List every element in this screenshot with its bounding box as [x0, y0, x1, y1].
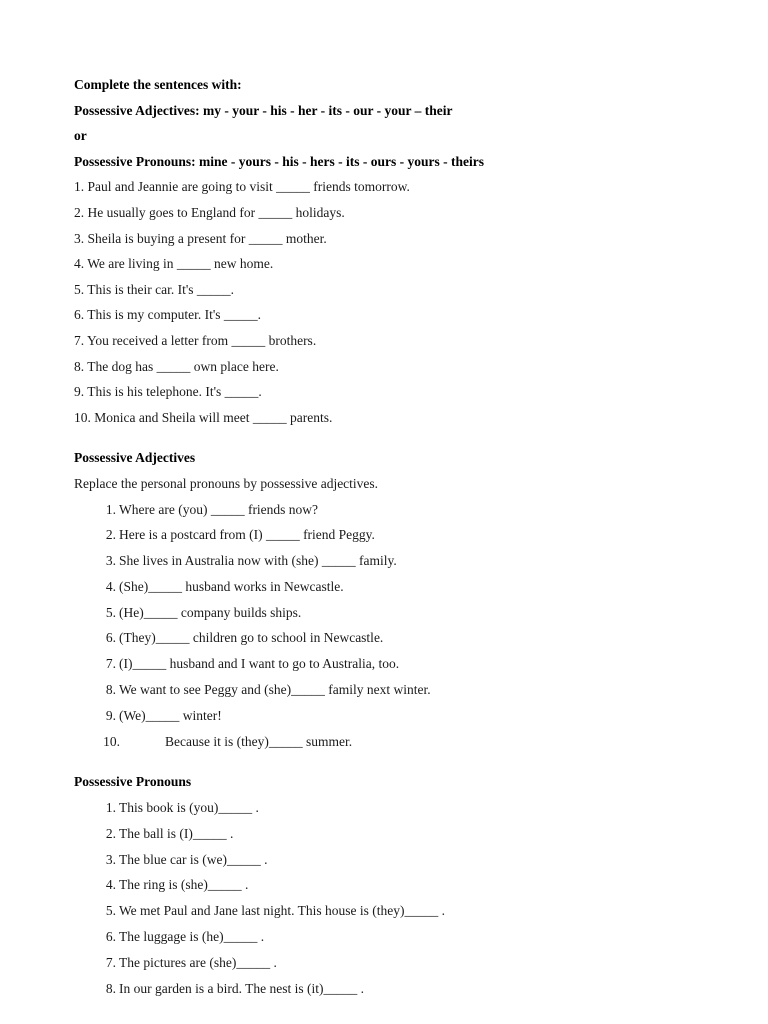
- list-item: 3. Sheila is buying a present for _____ mother.: [74, 230, 327, 246]
- item-text: This book is (you)_____ .: [119, 800, 259, 816]
- item-number: 5.: [105, 604, 116, 620]
- item-number: 4.: [105, 877, 116, 893]
- exercise-1-list: [74, 174, 734, 430]
- item-number: 1.: [105, 800, 116, 816]
- list-item: [74, 847, 734, 873]
- list-item: 1. Paul and Jeannie are going to visit _____ friends tomorrow.: [74, 179, 410, 195]
- section-instruction: Replace the personal pronouns by possessive adjectives.: [74, 475, 379, 491]
- item-text: In our garden is a bird. The nest is (it)_____ .: [119, 980, 364, 996]
- item-text: We met Paul and Jane last night. This house is (they)_____ .: [119, 903, 445, 919]
- exercise-3-list: [74, 795, 734, 1001]
- section-title-adjectives: Possessive Adjectives: [74, 450, 196, 466]
- item-number: 6.: [105, 630, 116, 646]
- item-number: 1.: [105, 501, 116, 517]
- exercise-2-list: [74, 497, 734, 755]
- item-number: 2.: [105, 527, 116, 543]
- item-number: 7.: [105, 954, 116, 970]
- or-line: or: [74, 128, 87, 144]
- item-number: 3.: [105, 553, 116, 569]
- item-number: 2.: [105, 825, 116, 841]
- worksheet-page: [74, 72, 734, 1001]
- item-number: 5.: [105, 903, 116, 919]
- item-text: (I)_____ husband and I want to go to Australia, too.: [119, 656, 400, 672]
- item-text: The ball is (I)_____ .: [119, 825, 234, 841]
- item-text: The blue car is (we)_____ .: [119, 851, 268, 867]
- pronouns-list-line: Possessive Pronouns: mine - yours - his - hers - its - ours - yours - theirs: [74, 153, 484, 169]
- item-number: 8.: [105, 682, 116, 698]
- list-item: 9. This is his telephone. It's _____.: [74, 384, 262, 400]
- list-item: [74, 872, 734, 898]
- intro-heading: Complete the sentences with:: [74, 77, 242, 92]
- item-number: 8.: [105, 980, 116, 996]
- item-text: The luggage is (he)_____ .: [119, 929, 265, 945]
- item-text: (They)_____ children go to school in Newcastle.: [119, 630, 384, 646]
- list-item: [74, 950, 734, 976]
- list-item: [74, 729, 734, 755]
- list-item: 2. He usually goes to England for _____ holidays.: [74, 204, 345, 220]
- list-item: [74, 898, 734, 924]
- list-item: [74, 625, 734, 651]
- list-item: [74, 522, 734, 548]
- item-text: (He)_____ company builds ships.: [119, 604, 302, 620]
- list-item: [74, 795, 734, 821]
- list-item: 4. We are living in _____ new home.: [74, 256, 274, 272]
- item-number: 10.: [103, 733, 120, 749]
- item-text: She lives in Australia now with (she) _____ family.: [119, 553, 397, 569]
- item-number: 7.: [105, 656, 116, 672]
- list-item: [74, 677, 734, 703]
- list-item: [74, 924, 734, 950]
- list-item: [74, 574, 734, 600]
- item-number: 4.: [105, 578, 116, 594]
- list-item: [74, 497, 734, 523]
- item-number: 6.: [105, 929, 116, 945]
- item-text: We want to see Peggy and (she)_____ family next winter.: [119, 682, 431, 698]
- list-item: 7. You received a letter from _____ brothers.: [74, 332, 317, 348]
- section-gap: [74, 430, 734, 445]
- item-number: 9.: [105, 707, 116, 723]
- item-text: (We)_____ winter!: [119, 707, 222, 723]
- list-item: 6. This is my computer. It's _____.: [74, 307, 262, 323]
- list-item: 10. Monica and Sheila will meet _____ parents.: [74, 409, 333, 425]
- item-text: Where are (you) _____ friends now?: [119, 501, 319, 517]
- list-item: [74, 703, 734, 729]
- item-text: The pictures are (she)_____ .: [119, 954, 277, 970]
- section-gap: [74, 754, 734, 769]
- list-item: [74, 600, 734, 626]
- list-item: [74, 651, 734, 677]
- item-text: The ring is (she)_____ .: [119, 877, 249, 893]
- list-item: [74, 821, 734, 847]
- list-item: 5. This is their car. It's _____.: [74, 281, 235, 297]
- item-text: (She)_____ husband works in Newcastle.: [119, 578, 344, 594]
- list-item: 8. The dog has _____ own place here.: [74, 358, 279, 374]
- item-text: Here is a postcard from (I) _____ friend Peggy.: [119, 527, 375, 543]
- section-title-pronouns: Possessive Pronouns: [74, 774, 192, 790]
- item-number: 3.: [105, 851, 116, 867]
- item-text: Because it is (they)_____ summer.: [165, 733, 353, 749]
- list-item: [74, 976, 734, 1002]
- list-item: [74, 548, 734, 574]
- adjectives-list-line: Possessive Adjectives: my - your - his - her - its - our - your – their: [74, 102, 453, 118]
